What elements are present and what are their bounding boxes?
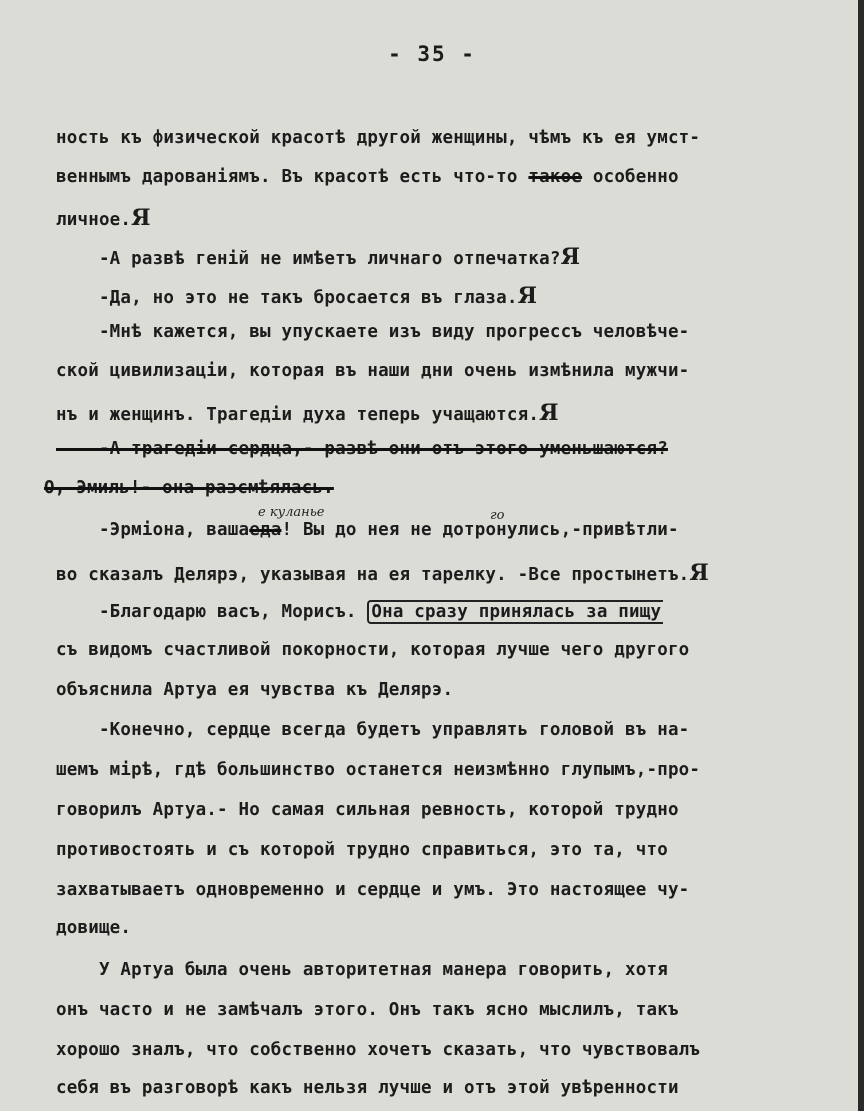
handwritten-insert-small: го: [490, 508, 505, 523]
paragraph-mark: Я: [689, 560, 710, 586]
text-line-19: противостоять и съ которой трудно справиться, это та, что: [56, 840, 668, 860]
text-line-13: [56, 600, 663, 624]
text-line-1: ность къ физической красотѣ другой женщины, чѣмъ къ ея умст-: [56, 128, 701, 148]
paragraph-mark: Я: [539, 400, 559, 426]
text-line-6: -Мнѣ кажется, вы упускаете изъ виду прогрессъ человѣче-: [56, 322, 690, 342]
text-line-11-end: ! Вы до нея не дотронулись,-привѣтли-: [281, 520, 679, 540]
text-line-18: говорилъ Артуа.- Но самая сильная ревность, которой трудно: [56, 800, 679, 820]
text-line-4: [56, 244, 580, 270]
paragraph-mark: Я: [131, 205, 151, 231]
text-line-3-text: личное.: [56, 210, 132, 230]
struck-line-1: -А трагедiи сердца,- развѣ они отъ этого уменьшаются?: [56, 439, 668, 459]
paragraph-mark: Я: [560, 244, 581, 270]
text-line-2: [56, 167, 679, 187]
text-line-12-text: во сказалъ Делярэ, указывая на ея тарелку. -Все простынетъ.: [56, 565, 690, 585]
text-line-8: [56, 400, 559, 426]
text-line-25: себя въ разговорѣ какъ нельзя лучше и отъ этой увѣренности: [56, 1078, 679, 1098]
text-line-13-start: -Благодарю васъ, Морисъ.: [56, 602, 357, 622]
text-line-11: [56, 520, 679, 540]
text-line-15: объяснила Артуа ея чувства къ Делярэ.: [56, 680, 454, 700]
page-number: - 35 -: [388, 42, 476, 66]
text-line-5-text: -Да, но это не такъ бросается въ глаза.: [56, 288, 518, 308]
text-line-5: [56, 283, 537, 309]
text-line-2-end: особенно: [592, 167, 679, 187]
text-line-11-start: -Эрмiона, ваша: [56, 520, 250, 540]
text-line-7: ской цивилизацiи, которая въ наши дни очень измѣнила мужчи-: [56, 361, 690, 381]
text-line-2-start: веннымъ дарованiямъ. Въ красотѣ есть что-то: [56, 167, 518, 187]
text-line-8-text: нъ и женщинъ. Трагедiи духа теперь учащаются.: [56, 405, 540, 425]
text-line-13-end: Она сразу принялась за пищу: [367, 600, 663, 624]
text-line-23: онъ часто и не замѣчалъ этого. Онъ такъ ясно мыслилъ, такъ: [56, 1000, 679, 1020]
text-line-4-text: -А развѣ генiй не имѣетъ личнаго отпечатка?: [56, 249, 561, 269]
text-line-20: захватываетъ одновременно и сердце и умъ. Это настоящее чу-: [56, 880, 690, 900]
struck-word-2: еда: [249, 520, 282, 540]
page-edge-shadow: [858, 0, 864, 1111]
text-line-16: -Конечно, сердце всегда будетъ управлять головой въ на-: [56, 720, 690, 740]
text-line-12: [56, 560, 709, 586]
text-line-22: У Артуа была очень авторитетная манера говорить, хотя: [56, 960, 668, 980]
text-line-14: съ видомъ счастливой покорности, которая лучше чего другого: [56, 640, 690, 660]
struck-word: такое: [528, 167, 583, 187]
text-line-24: хорошо зналъ, что собственно хочетъ сказать, что чувствовалъ: [56, 1040, 701, 1060]
text-line-3: [56, 205, 151, 231]
paragraph-mark: Я: [517, 283, 538, 309]
struck-line-2: О, Эмиль!- она разсмѣялась.: [44, 478, 334, 498]
text-line-21: довище.: [56, 918, 132, 938]
text-line-17: шемъ мiрѣ, гдѣ большинство останется неизмѣнно глупымъ,-про-: [56, 760, 701, 780]
handwritten-insert: е куланье: [258, 505, 325, 520]
